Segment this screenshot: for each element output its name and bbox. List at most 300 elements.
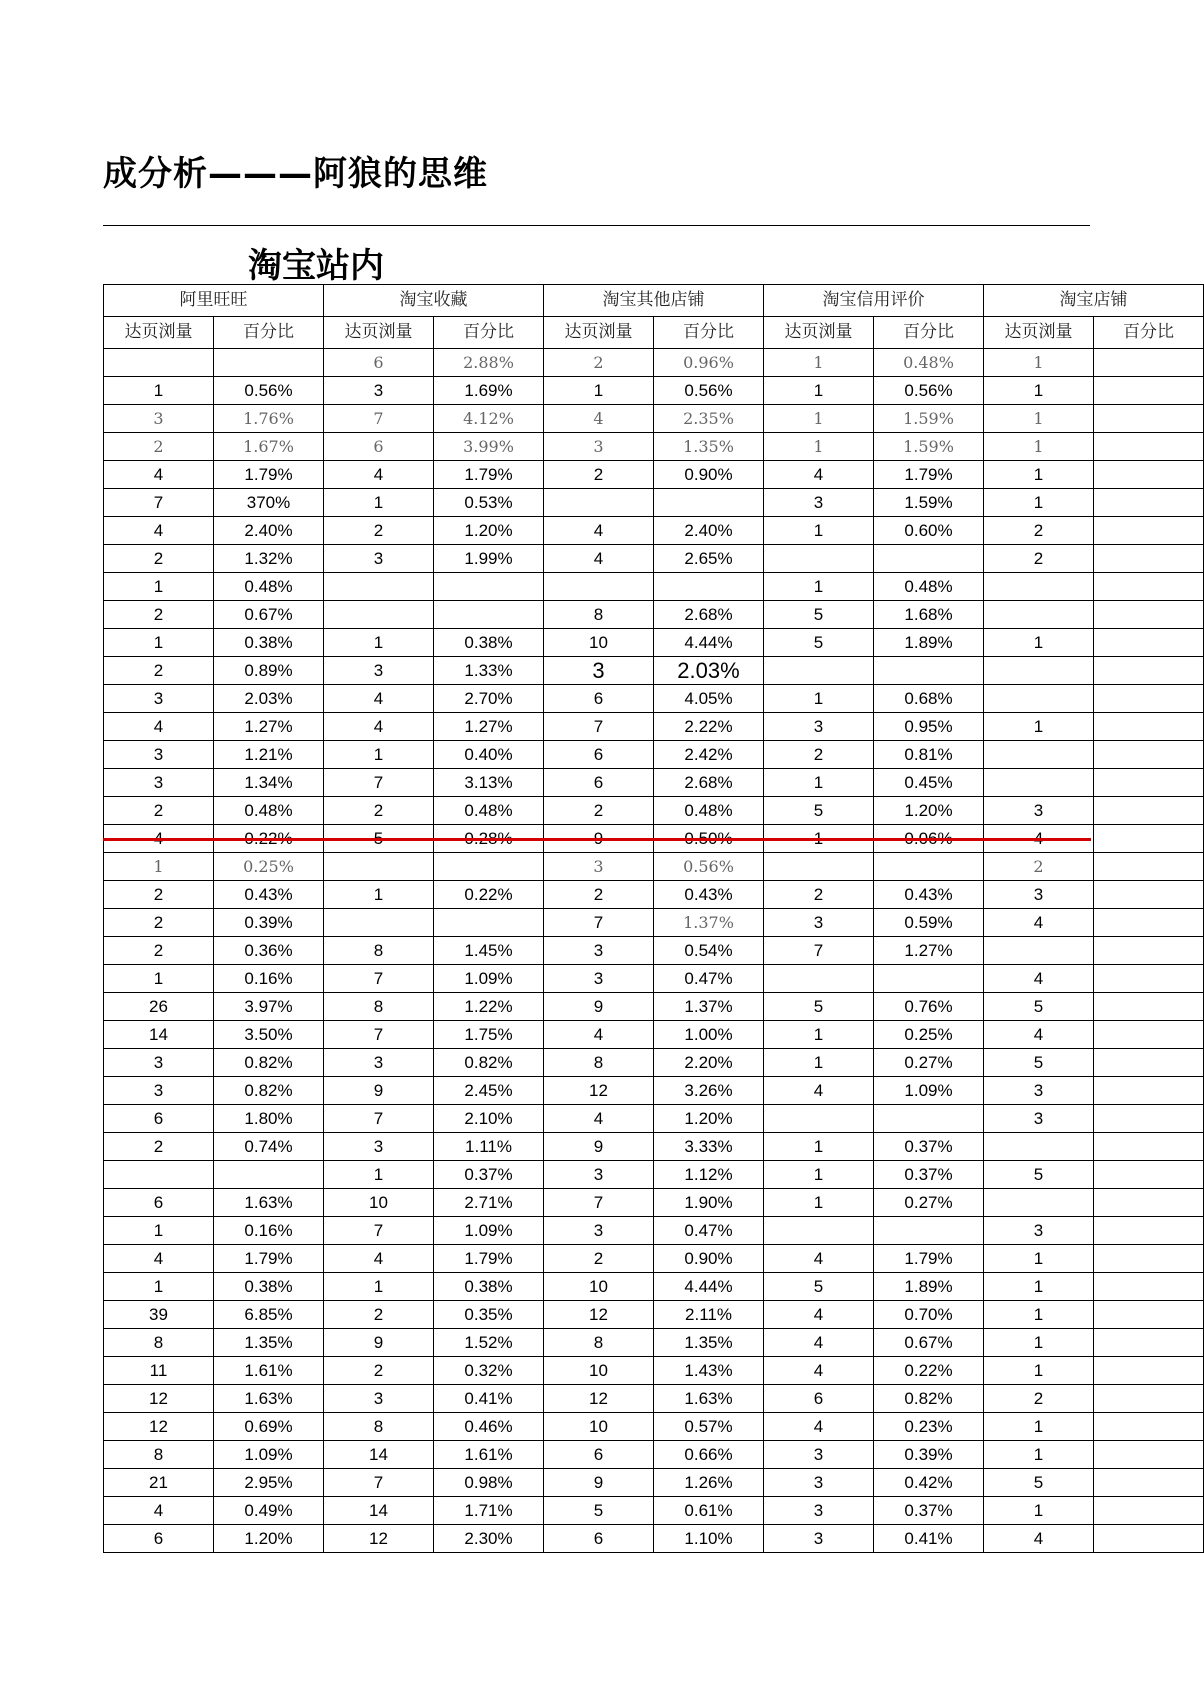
percent-cell xyxy=(1094,573,1204,601)
percent-cell: 0.42% xyxy=(874,1469,984,1497)
pageview-cell: 6 xyxy=(324,433,434,461)
pageview-cell: 5 xyxy=(984,1161,1094,1189)
pageview-cell: 4 xyxy=(764,1329,874,1357)
percent-cell: 0.90% xyxy=(654,461,764,489)
percent-cell: 0.27% xyxy=(874,1189,984,1217)
pageview-cell: 3 xyxy=(984,797,1094,825)
pageview-cell: 7 xyxy=(324,1469,434,1497)
pageview-cell: 3 xyxy=(324,1049,434,1077)
percent-cell: 2.95% xyxy=(214,1469,324,1497)
percent-cell: 0.48% xyxy=(874,573,984,601)
percent-cell xyxy=(1094,1245,1204,1273)
percent-cell: 0.22% xyxy=(214,825,324,853)
percent-cell: 0.59% xyxy=(874,909,984,937)
pageview-cell: 3 xyxy=(764,1497,874,1525)
percent-cell: 0.48% xyxy=(214,797,324,825)
pageview-cell xyxy=(984,937,1094,965)
pageview-cell xyxy=(544,489,654,517)
percent-cell: 1.67% xyxy=(214,433,324,461)
percent-cell: 0.81% xyxy=(874,741,984,769)
percent-cell: 0.56% xyxy=(654,377,764,405)
pageview-cell: 3 xyxy=(324,377,434,405)
percent-cell: 0.61% xyxy=(654,1497,764,1525)
pageview-cell: 4 xyxy=(984,1525,1094,1553)
pageview-cell: 1 xyxy=(984,629,1094,657)
percent-cell: 0.67% xyxy=(214,601,324,629)
percent-cell: 2.65% xyxy=(654,545,764,573)
percent-cell: 1.09% xyxy=(434,965,544,993)
percent-cell xyxy=(1094,349,1204,377)
percent-cell: 0.48% xyxy=(654,797,764,825)
pageview-cell: 5 xyxy=(324,825,434,853)
percent-cell: 0.89% xyxy=(214,657,324,685)
pageview-cell: 4 xyxy=(544,405,654,433)
table-viewport xyxy=(103,284,1174,1594)
table-row xyxy=(104,349,1204,377)
percent-cell: 2.22% xyxy=(654,713,764,741)
pageview-cell: 2 xyxy=(104,797,214,825)
table-row xyxy=(104,517,1204,545)
percent-cell: 0.41% xyxy=(434,1385,544,1413)
percent-cell: 2.68% xyxy=(654,769,764,797)
section-title: 淘宝站内 xyxy=(248,246,384,286)
pageview-cell: 5 xyxy=(984,1049,1094,1077)
table-row xyxy=(104,1049,1204,1077)
percent-cell: 0.66% xyxy=(654,1441,764,1469)
percent-cell: 0.57% xyxy=(654,1413,764,1441)
percent-cell: 1.22% xyxy=(434,993,544,1021)
pageview-cell: 2 xyxy=(984,517,1094,545)
percent-cell: 0.36% xyxy=(214,937,324,965)
pageview-cell: 1 xyxy=(764,377,874,405)
pageview-cell: 6 xyxy=(544,685,654,713)
pageview-cell: 1 xyxy=(764,1133,874,1161)
percent-cell: 1.79% xyxy=(434,461,544,489)
pageview-cell: 1 xyxy=(984,461,1094,489)
pageview-cell xyxy=(324,909,434,937)
pageview-cell: 4 xyxy=(984,825,1094,853)
table-row xyxy=(104,853,1204,881)
percent-cell: 0.32% xyxy=(434,1357,544,1385)
percent-cell: 1.37% xyxy=(654,993,764,1021)
pageview-cell: 3 xyxy=(984,1077,1094,1105)
percent-cell: 4.05% xyxy=(654,685,764,713)
table-row xyxy=(104,1357,1204,1385)
percent-cell: 0.49% xyxy=(214,1497,324,1525)
pageview-cell: 3 xyxy=(544,657,654,685)
percent-cell xyxy=(874,965,984,993)
pageview-cell: 8 xyxy=(544,1049,654,1077)
pageview-cell: 9 xyxy=(544,1133,654,1161)
percent-cell xyxy=(1094,1049,1204,1077)
pageview-cell: 4 xyxy=(764,461,874,489)
percent-cell: 1.21% xyxy=(214,741,324,769)
pageview-cell xyxy=(324,601,434,629)
percent-cell: 2.10% xyxy=(434,1105,544,1133)
pageview-cell: 6 xyxy=(324,349,434,377)
pageview-cell: 5 xyxy=(764,629,874,657)
percent-cell: 0.25% xyxy=(214,853,324,881)
pageview-cell: 4 xyxy=(764,1245,874,1273)
pageview-cell: 3 xyxy=(984,881,1094,909)
percent-cell xyxy=(1094,489,1204,517)
pageview-cell: 2 xyxy=(544,881,654,909)
sub-header: 达页浏量 xyxy=(544,317,654,349)
percent-cell: 0.48% xyxy=(434,797,544,825)
percent-cell xyxy=(1094,1273,1204,1301)
pageview-cell xyxy=(984,741,1094,769)
percent-cell: 0.82% xyxy=(214,1049,324,1077)
percent-cell: 1.59% xyxy=(874,405,984,433)
pageview-cell: 2 xyxy=(984,1385,1094,1413)
table-row xyxy=(104,713,1204,741)
pageview-cell xyxy=(984,601,1094,629)
percent-cell: 2.11% xyxy=(654,1301,764,1329)
table-row xyxy=(104,1329,1204,1357)
pageview-cell: 5 xyxy=(984,993,1094,1021)
pageview-cell: 3 xyxy=(984,1217,1094,1245)
pageview-cell: 4 xyxy=(764,1413,874,1441)
pageview-cell: 3 xyxy=(544,433,654,461)
percent-cell: 1.90% xyxy=(654,1189,764,1217)
percent-cell: 1.89% xyxy=(874,629,984,657)
percent-cell: 0.98% xyxy=(434,1469,544,1497)
pageview-cell: 1 xyxy=(984,1301,1094,1329)
pageview-cell: 9 xyxy=(324,1329,434,1357)
pageview-cell: 3 xyxy=(104,405,214,433)
pageview-cell: 7 xyxy=(544,713,654,741)
percent-cell xyxy=(434,573,544,601)
percent-cell: 1.59% xyxy=(874,433,984,461)
pageview-cell xyxy=(104,349,214,377)
percent-cell: 2.68% xyxy=(654,601,764,629)
percent-cell xyxy=(434,909,544,937)
percent-cell: 1.09% xyxy=(434,1217,544,1245)
percent-cell xyxy=(1094,1469,1204,1497)
pageview-cell: 1 xyxy=(984,1413,1094,1441)
pageview-cell: 9 xyxy=(544,993,654,1021)
table-row xyxy=(104,741,1204,769)
percent-cell: 1.63% xyxy=(654,1385,764,1413)
pageview-cell: 4 xyxy=(984,909,1094,937)
percent-cell: 1.45% xyxy=(434,937,544,965)
table-row xyxy=(104,993,1204,1021)
table-row xyxy=(104,1273,1204,1301)
pageview-cell: 2 xyxy=(544,797,654,825)
percent-cell xyxy=(1094,797,1204,825)
table-row xyxy=(104,1525,1204,1553)
sub-header: 百分比 xyxy=(1094,317,1204,349)
percent-cell: 0.47% xyxy=(654,1217,764,1245)
percent-cell: 4.44% xyxy=(654,629,764,657)
percent-cell xyxy=(1094,1441,1204,1469)
pageview-cell: 7 xyxy=(324,1021,434,1049)
pageview-cell xyxy=(984,657,1094,685)
pageview-cell: 8 xyxy=(544,1329,654,1357)
pageview-cell: 7 xyxy=(104,489,214,517)
percent-cell: 0.56% xyxy=(654,853,764,881)
percent-cell: 1.63% xyxy=(214,1189,324,1217)
percent-cell: 1.20% xyxy=(434,517,544,545)
percent-cell: 0.38% xyxy=(214,1273,324,1301)
pageview-cell: 1 xyxy=(984,1441,1094,1469)
pageview-cell xyxy=(984,685,1094,713)
percent-cell: 4.44% xyxy=(654,1273,764,1301)
pageview-cell xyxy=(764,1105,874,1133)
pageview-cell: 2 xyxy=(324,1357,434,1385)
pageview-cell: 1 xyxy=(764,433,874,461)
percent-cell xyxy=(434,853,544,881)
percent-cell: 0.16% xyxy=(214,965,324,993)
pageview-cell: 10 xyxy=(544,1357,654,1385)
percent-cell: 1.75% xyxy=(434,1021,544,1049)
percent-cell: 0.54% xyxy=(654,937,764,965)
table-row xyxy=(104,433,1204,461)
pageview-cell: 1 xyxy=(984,405,1094,433)
percent-cell: 1.80% xyxy=(214,1105,324,1133)
percent-cell: 1.33% xyxy=(434,657,544,685)
pageview-cell: 3 xyxy=(324,545,434,573)
percent-cell: 0.22% xyxy=(874,1357,984,1385)
pageview-cell: 1 xyxy=(984,349,1094,377)
pageview-cell: 10 xyxy=(544,629,654,657)
percent-cell: 1.71% xyxy=(434,1497,544,1525)
percent-cell: 1.79% xyxy=(214,461,324,489)
pageview-cell: 6 xyxy=(104,1525,214,1553)
pageview-cell: 3 xyxy=(764,1525,874,1553)
percent-cell: 2.03% xyxy=(654,657,764,685)
percent-cell: 1.20% xyxy=(214,1525,324,1553)
pageview-cell: 2 xyxy=(104,657,214,685)
pageview-cell: 3 xyxy=(104,1049,214,1077)
pageview-cell: 1 xyxy=(324,629,434,657)
pageview-cell: 3 xyxy=(764,1469,874,1497)
percent-cell: 0.48% xyxy=(214,573,324,601)
sub-header: 达页浏量 xyxy=(764,317,874,349)
pageview-cell: 1 xyxy=(984,489,1094,517)
pageview-cell: 7 xyxy=(324,769,434,797)
pageview-cell: 1 xyxy=(764,1049,874,1077)
pageview-cell: 1 xyxy=(984,1357,1094,1385)
percent-cell: 0.60% xyxy=(874,517,984,545)
percent-cell xyxy=(1094,685,1204,713)
pageview-cell: 1 xyxy=(104,1217,214,1245)
pageview-cell: 1 xyxy=(764,405,874,433)
percent-cell: 0.56% xyxy=(874,377,984,405)
percent-cell xyxy=(1094,1525,1204,1553)
pageview-cell: 4 xyxy=(544,517,654,545)
pageview-cell: 4 xyxy=(324,713,434,741)
percent-cell: 0.74% xyxy=(214,1133,324,1161)
table-row xyxy=(104,1021,1204,1049)
percent-cell: 3.99% xyxy=(434,433,544,461)
pageview-cell: 1 xyxy=(764,517,874,545)
percent-cell xyxy=(1094,1189,1204,1217)
pageview-cell: 4 xyxy=(544,1105,654,1133)
percent-cell xyxy=(214,1161,324,1189)
pageview-cell: 11 xyxy=(104,1357,214,1385)
percent-cell xyxy=(654,573,764,601)
pageview-cell: 2 xyxy=(324,517,434,545)
pageview-cell: 4 xyxy=(324,1245,434,1273)
table-row xyxy=(104,1189,1204,1217)
percent-cell: 1.09% xyxy=(214,1441,324,1469)
pageview-cell: 2 xyxy=(104,909,214,937)
group-header: 阿里旺旺 xyxy=(104,285,324,317)
percent-cell: 0.37% xyxy=(874,1497,984,1525)
table-row xyxy=(104,1301,1204,1329)
pageview-cell: 4 xyxy=(104,517,214,545)
traffic-table xyxy=(103,284,1204,1553)
table-row xyxy=(104,685,1204,713)
percent-cell: 370% xyxy=(214,489,324,517)
pageview-cell: 1 xyxy=(104,573,214,601)
percent-cell xyxy=(1094,377,1204,405)
percent-cell xyxy=(1094,1357,1204,1385)
percent-cell: 0.06% xyxy=(874,825,984,853)
pageview-cell xyxy=(984,573,1094,601)
pageview-cell: 4 xyxy=(544,1021,654,1049)
percent-cell xyxy=(1094,825,1204,853)
percent-cell: 2.70% xyxy=(434,685,544,713)
table-row xyxy=(104,1441,1204,1469)
percent-cell: 1.99% xyxy=(434,545,544,573)
percent-cell: 0.35% xyxy=(434,1301,544,1329)
pageview-cell: 4 xyxy=(764,1357,874,1385)
pageview-cell xyxy=(104,1161,214,1189)
pageview-cell: 5 xyxy=(984,1469,1094,1497)
pageview-cell: 7 xyxy=(324,1105,434,1133)
percent-cell xyxy=(1094,1161,1204,1189)
percent-cell xyxy=(1094,1385,1204,1413)
percent-cell: 1.27% xyxy=(214,713,324,741)
pageview-cell: 3 xyxy=(324,1385,434,1413)
percent-cell xyxy=(1094,1301,1204,1329)
pageview-cell xyxy=(324,573,434,601)
pageview-cell: 3 xyxy=(984,1105,1094,1133)
pageview-cell: 9 xyxy=(544,1469,654,1497)
table-row xyxy=(104,377,1204,405)
pageview-cell: 3 xyxy=(544,965,654,993)
percent-cell: 2.40% xyxy=(214,517,324,545)
pageview-cell: 5 xyxy=(764,797,874,825)
page-title: 成分析———阿狼的思维 xyxy=(103,154,488,194)
pageview-cell: 10 xyxy=(544,1413,654,1441)
pageview-cell: 12 xyxy=(544,1385,654,1413)
percent-cell: 0.28% xyxy=(434,825,544,853)
pageview-cell: 6 xyxy=(104,1105,214,1133)
pageview-cell: 4 xyxy=(324,685,434,713)
table-row xyxy=(104,461,1204,489)
percent-cell: 0.37% xyxy=(874,1161,984,1189)
sub-header: 百分比 xyxy=(434,317,544,349)
percent-cell: 1.32% xyxy=(214,545,324,573)
pageview-cell: 5 xyxy=(544,1497,654,1525)
percent-cell: 1.61% xyxy=(214,1357,324,1385)
pageview-cell: 12 xyxy=(544,1077,654,1105)
percent-cell: 1.68% xyxy=(874,601,984,629)
pageview-cell: 1 xyxy=(324,741,434,769)
percent-cell: 0.37% xyxy=(874,1133,984,1161)
table-row xyxy=(104,1077,1204,1105)
pageview-cell: 4 xyxy=(104,1245,214,1273)
pageview-cell: 1 xyxy=(324,881,434,909)
percent-cell xyxy=(1094,1133,1204,1161)
pageview-cell: 1 xyxy=(764,769,874,797)
pageview-cell: 2 xyxy=(984,545,1094,573)
table-row xyxy=(104,1413,1204,1441)
pageview-cell: 1 xyxy=(984,713,1094,741)
pageview-cell: 1 xyxy=(324,1273,434,1301)
percent-cell: 1.79% xyxy=(874,461,984,489)
pageview-cell: 1 xyxy=(764,1161,874,1189)
percent-cell: 3.50% xyxy=(214,1021,324,1049)
percent-cell: 4.12% xyxy=(434,405,544,433)
percent-cell xyxy=(1094,1413,1204,1441)
pageview-cell: 7 xyxy=(324,965,434,993)
percent-cell: 2.40% xyxy=(654,517,764,545)
pageview-cell: 4 xyxy=(104,1497,214,1525)
percent-cell: 1.61% xyxy=(434,1441,544,1469)
percent-cell: 1.12% xyxy=(654,1161,764,1189)
percent-cell xyxy=(654,489,764,517)
pageview-cell: 1 xyxy=(984,377,1094,405)
percent-cell xyxy=(1094,1329,1204,1357)
pageview-cell: 14 xyxy=(104,1021,214,1049)
percent-cell: 0.38% xyxy=(214,629,324,657)
percent-cell: 3.97% xyxy=(214,993,324,1021)
table-row xyxy=(104,405,1204,433)
table-row xyxy=(104,909,1204,937)
sub-header: 百分比 xyxy=(654,317,764,349)
pageview-cell: 3 xyxy=(764,1441,874,1469)
pageview-cell: 4 xyxy=(104,461,214,489)
percent-cell: 3.26% xyxy=(654,1077,764,1105)
pageview-cell: 8 xyxy=(324,1413,434,1441)
percent-cell: 2.71% xyxy=(434,1189,544,1217)
pageview-cell: 7 xyxy=(324,1217,434,1245)
pageview-cell: 1 xyxy=(984,433,1094,461)
pageview-cell: 1 xyxy=(764,825,874,853)
percent-cell: 0.82% xyxy=(214,1077,324,1105)
pageview-cell: 39 xyxy=(104,1301,214,1329)
table-row xyxy=(104,1133,1204,1161)
percent-cell xyxy=(1094,601,1204,629)
pageview-cell xyxy=(764,657,874,685)
pageview-cell: 3 xyxy=(764,713,874,741)
pageview-cell: 1 xyxy=(104,1273,214,1301)
sub-header: 达页浏量 xyxy=(104,317,214,349)
percent-cell: 0.53% xyxy=(434,489,544,517)
percent-cell: 1.26% xyxy=(654,1469,764,1497)
table-row xyxy=(104,545,1204,573)
pageview-cell: 2 xyxy=(764,741,874,769)
percent-cell: 1.10% xyxy=(654,1525,764,1553)
pageview-cell: 1 xyxy=(764,1189,874,1217)
percent-cell xyxy=(1094,1217,1204,1245)
percent-cell: 2.88% xyxy=(434,349,544,377)
pageview-cell: 1 xyxy=(764,685,874,713)
pageview-cell: 3 xyxy=(544,853,654,881)
pageview-cell: 4 xyxy=(764,1077,874,1105)
percent-cell xyxy=(874,545,984,573)
percent-cell: 0.45% xyxy=(874,769,984,797)
percent-cell: 2.20% xyxy=(654,1049,764,1077)
percent-cell: 0.22% xyxy=(434,881,544,909)
pageview-cell: 8 xyxy=(104,1441,214,1469)
pageview-cell: 6 xyxy=(544,769,654,797)
pageview-cell: 6 xyxy=(764,1385,874,1413)
